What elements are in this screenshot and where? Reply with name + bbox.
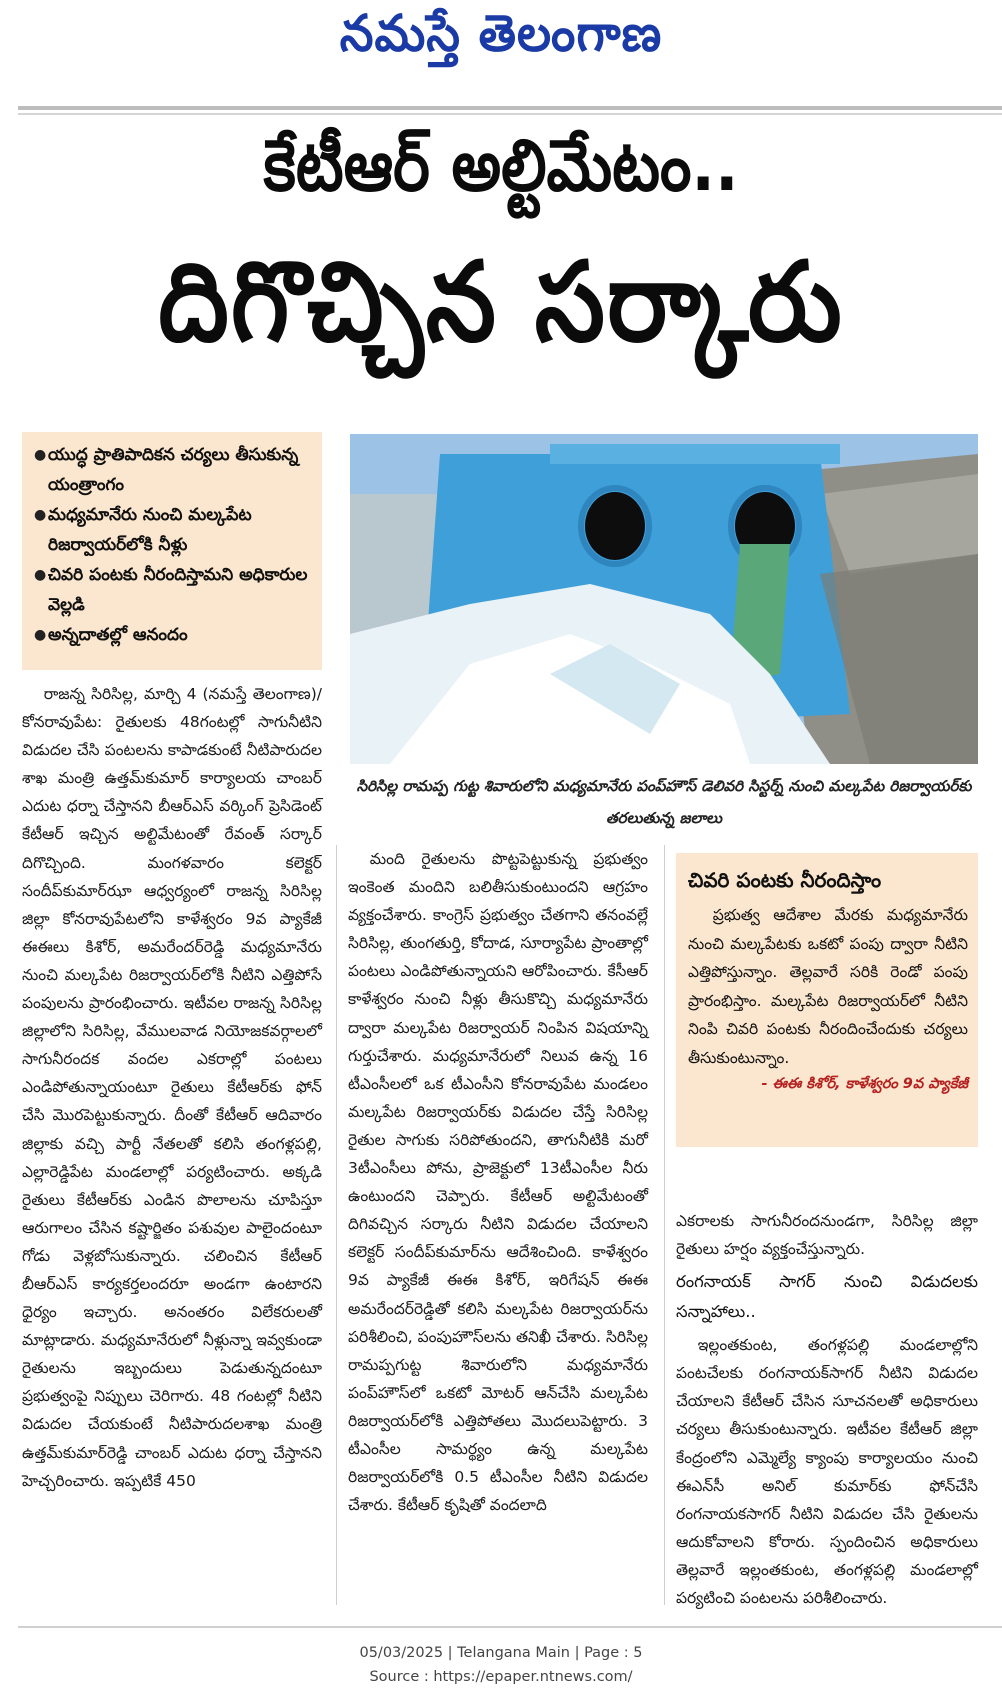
article-column-1	[22, 680, 322, 1495]
masthead-divider	[18, 106, 1002, 110]
quote-box	[676, 853, 978, 1147]
highlight-item	[34, 500, 312, 560]
highlight-item	[34, 440, 312, 500]
headline-main: దిగొచ్చిన సర్కారు	[158, 237, 844, 367]
article-text: ఎకరాలకు సాగునీరందనుండగా, సిరిసిల్ల జిల్లా రైతులు హర్షం వ్యక్తంచేస్తున్నారు.	[676, 1212, 978, 1259]
column-divider	[336, 845, 337, 1605]
bullet-icon: ●	[34, 627, 47, 643]
article-text: మంది రైతులను పొట్టపెట్టుకున్న ప్రభుత్వం ఇంకెంత మందిని బలితీసుకుంటుందని ఆగ్రహం వ్యక్తంచేశారు. కాంగ్రెస్ ప్రభుత్వం చేతగాని తనంవల్లే సిరిసిల్ల, తుంగతుర్తి, కోదాడ, సూర్యాపేట ప్రాంతాల్లో పంటలు ఎండిపోతున్నాయని ఆరోపించారు. కేసీఆర్ కాళేశ్వరం నుంచి నీళ్లు తీసుకొచ్చి మధ్యమానేరు ద్వారా మల్కపేట రిజర్వాయర్ నింపిన విషయాన్ని గుర్తుచేశారు. మధ్యమానేరులో నిలువ ఉన్న 16 టీఎంసీలలో ఒక టీఎంసీని కోనరావుపేట మండలం మల్కపేట రిజర్వాయర్‌కు విడుదల చేస్తే సిరిసిల్ల రైతుల సాగుకు సరిపోతుందని, తాగునీటికి మరో 3టీఎంసీలు పోను, ప్రాజెక్టులో 13టీఎంసీల నీరు ఉంటుందని చెప్పారు. కేటీఆర్ అల్టిమేటంతో దిగివచ్చిన సర్కారు నీటిని విడుదల చేయాలని కలెక్టర్ సందీప్‌కుమార్‌ను ఆదేశించింది. కాళేశ్వరం 9వ ప్యాకేజీ ఈఈ కిశోర్, ఇరిగేషన్ ఈఈ అమరేందర్‌రెడ్డితో కలిసి మల్కపేట రిజర్వాయర్‌ను పరిశీలించి, పంపుహౌస్‌లను తనిఖీ చేశారు. సిరిసిల్ల రామప్పగుట్ట శివారులోని మధ్యమానేరు పంప్‌హౌస్‌లో ఒకటో మోటర్ ఆన్‌చేసి మల్కపేట రిజర్వాయర్‌లోకి ఎత్తిపోతలు మొదలుపెట్టారు. 3 టీఎంసీల సామర్థ్యం ఉన్న మల్కపేట రిజర్వాయర్‌లోకి 0.5 టీఎంసీల నీటిని విడుదల చేశారు. కేటీఆర్ కృషితో వందలాది	[348, 850, 648, 1515]
article-column-3	[676, 1207, 978, 1612]
quote-body: ప్రభుత్వ ఆదేశాల మేరకు మధ్యమానేరు నుంచి మల్కపేటకు ఒకటో పంపు ద్వారా నీటిని ఎత్తిపోస్తున్నాం. తెల్లవారే సరికి రెండో పంపు ప్రారంభిస్తాం. మల్కపేట రిజర్వాయర్‌లో నీటిని నింపి చివరి పంటకు నీరందించేందుకు చర్యలు తీసుకుంటున్నాం.	[688, 906, 968, 1067]
column-divider	[664, 845, 665, 1605]
bullet-icon: ●	[34, 507, 47, 523]
footer-divider	[18, 1626, 1002, 1628]
highlights-box	[22, 432, 322, 670]
pumphouse-illustration	[350, 434, 978, 764]
article-column-2	[348, 845, 648, 1519]
footer-source-link[interactable]: Source : https://epaper.ntnews.com/	[369, 1669, 633, 1685]
highlight-text: చివరి పంటకు నీరందిస్తామని అధికారుల వెల్లడి	[48, 565, 308, 615]
photo-caption: సిరిసిల్ల రామప్ప గుట్ట శివారులోని మధ్యమానేరు పంప్‌హౌస్ డెలివరి సిస్టర్న్ నుంచి మల్కపేట రిజర్వాయర్‌కు తరలుతున్న జలాలు	[356, 777, 972, 827]
masthead	[0, 0, 1002, 86]
article-text: ఇల్లంతకుంట, తంగళ్లపల్లి మండలాల్లోని పంటచేలకు రంగనాయక్‌సాగర్ నీటిని విడుదల చేయాలని కేటీఆర్ చేసిన సూచనలతో అధికారులు చర్యలు తీసుకుంటున్నారు. ఇటీవల కేటీఆర్ జిల్లా కేంద్రంలోని ఎమ్మెల్యే క్యాంపు కార్యాలయం నుంచి ఈఎన్‌సీ అనిల్ కుమార్‌కు ఫోన్‌చేసి రంగనాయకసాగర్ నీటిని విడుదల చేసి రైతులను ఆదుకోవాలని కోరారు. స్పందించిన అధికారులు తెల్లవారే ఇల్లంతకుంట, తంగళ్లపల్లి మండలాల్లో పర్యటించి పంటలను పరిశీలించారు.	[676, 1336, 978, 1608]
article-text: రాజన్న సిరిసిల్ల, మార్చి 4 (నమస్తే తెలంగాణ)/ కోనరావుపేట: రైతులకు 48గంటల్లో సాగునీటిని విడుదల చేసి పంటలను కాపాడకుంటే నీటిపారుదల శాఖ మంత్రి ఉత్తమ్‌కుమార్ కార్యాలయ చాంబర్ ఎదుట ధర్నా చేస్తానని బీఆర్‌ఎస్ వర్కింగ్ ప్రెసిడెంట్ కేటీఆర్ ఇచ్చిన అల్టిమేటంతో రేవంత్ సర్కార్ దిగొచ్చింది. మంగళవారం కలెక్టర్ సందీప్‌కుమార్‌ఝా ఆధ్వర్యంలో రాజన్న సిరిసిల్ల జిల్లా కోనరావుపేటలోని కాళేశ్వరం 9వ ప్యాకేజీ ఈఈలు కిశోర్, అమరేందర్‌రెడ్డి మధ్యమానేరు నుంచి మల్కపేట రిజర్వాయర్‌లోకి నీటిని ఎత్తిపోసే పంపులను ప్రారంభించారు. ఇటీవల రాజన్న సిరిసిల్ల జిల్లాలోని సిరిసిల్ల, వేములవాడ నియోజకవర్గాలలో సాగునీరందక వందల ఎకరాల్లో పంటలు ఎండిపోతున్నాయంటూ రైతులు కేటీఆర్‌కు ఫోన్ చేసి మొరపెట్టుకున్నారు. దీంతో కేటీఆర్ ఆదివారం జిల్లాకు వచ్చి పార్టీ నేతలతో కలిసి తంగళ్లపల్లి, ఎల్లారెడ్డిపేట మండలాల్లో పర్యటించారు. అక్కడి రైతులు కేటీఆర్‌కు ఎండిన పొలాలను చూపిస్తూ ఆరుగాలం చేసిన కష్టార్జితం పశువుల పాలైందంటూ గోడు వెళ్లబోసుకున్నారు. చలించిన కేటీఆర్ బీఆర్‌ఎస్ కార్యకర్తలందరూ అండగా ఉంటారని ధైర్యం ఇచ్చారు. అనంతరం విలేకరులతో మాట్లాడారు. మధ్యమానేరులో నీళ్లున్నా ఇవ్వకుండా రైతులను ఇబ్బందులు పెడుతున్నదంటూ ప్రభుత్వంపై నిప్పులు చెరిగారు. 48 గంటల్లో నీటిని విడుదల చేయకుంటే నీటిపారుదలశాఖ మంత్రి ఉత్తమ్‌కుమార్‌రెడ్డి చాంబర్ ఎదుట ధర్నా చేస్తానని హెచ్చరించారు. ఇప్పటికే 450	[22, 685, 322, 1490]
news-photo	[350, 434, 978, 764]
highlight-item	[34, 560, 312, 620]
bullet-icon: ●	[34, 567, 47, 583]
footer-edition-info: 05/03/2025 | Telangana Main | Page : 5	[359, 1645, 643, 1661]
quote-title: చివరి పంటకు నీరందిస్తాం	[688, 868, 882, 892]
subheading: రంగనాయక్ సాగర్ నుంచి విడుదలకు సన్నాహాలు..	[676, 1272, 978, 1322]
headline-kicker: కేటీఆర్ అల్టిమేటం..	[263, 123, 739, 208]
bullet-icon: ●	[34, 447, 47, 463]
highlight-text: యుద్ధ ప్రాతిపాదికన చర్యలు తీసుకున్న యంత్రాంగం	[48, 445, 299, 495]
highlight-text: మధ్యమానేరు నుంచి మల్కపేట రిజర్వాయర్‌లోకి నీళ్లు	[48, 505, 252, 555]
masthead-logo: నమస్తే తెలంగాణ	[339, 4, 663, 64]
highlight-text: అన్నదాతల్లో ఆనందం	[48, 625, 188, 645]
masthead-divider-thin	[18, 113, 1002, 115]
highlight-item	[34, 620, 312, 650]
quote-attribution: - ఈఈ కిశోర్, కాళేశ్వరం 9వ ప్యాకేజీ	[761, 1076, 968, 1092]
